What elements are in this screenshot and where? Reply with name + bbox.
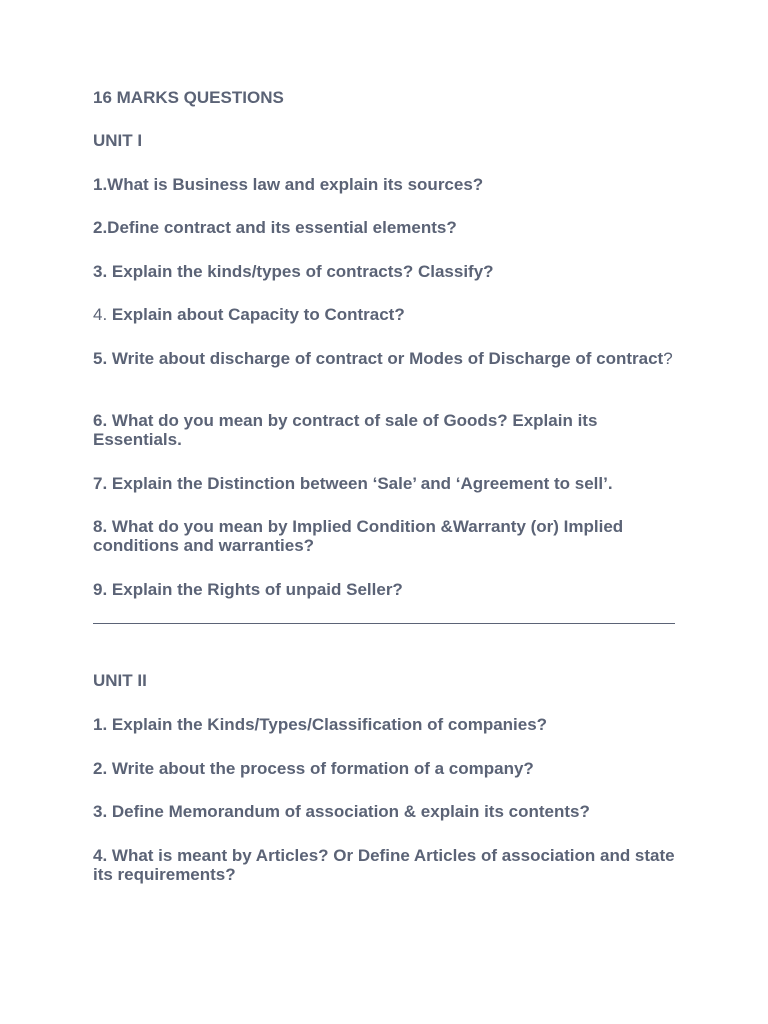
unit-2-question-3: 3. Define Memorandum of association & explain its contents? [93,802,590,821]
unit-1-question-3: 3. Explain the kinds/types of contracts? Classify? [93,262,494,281]
unit-1-question-6: 6. What do you mean by contract of sale of Goods? Explain its Essentials. [93,411,598,449]
unit-1-question-9: 9. Explain the Rights of unpaid Seller? [93,580,403,599]
unit-2-question-2: 2. Write about the process of formation of a company? [93,759,534,778]
unit-1-question-4 [93,305,683,324]
unit-2-question-4: 4. What is meant by Articles? Or Define Articles of association and state its requirements? [93,846,675,884]
question-text: 5. Write about discharge of contract or Modes of Discharge of contract [93,349,664,368]
unit-1-question-5 [93,349,683,368]
unit-1-question-1: 1.What is Business law and explain its sources? [93,175,484,194]
unit-1-question-8: 8. What do you mean by Implied Condition &Warranty (or) Implied conditions and warranties? [93,517,624,555]
question-text: Explain about Capacity to Contract? [111,305,405,324]
unit-2-title: UNIT II [93,671,147,690]
unit-1-question-2: 2.Define contract and its essential elements? [93,218,457,237]
page-heading: 16 MARKS QUESTIONS [93,88,284,107]
unit-2-question-1: 1. Explain the Kinds/Types/Classification of companies? [93,715,548,734]
section-divider [93,623,675,624]
unit-1-title: UNIT I [93,131,143,150]
question-number: 4. [93,305,108,324]
question-mark: ? [663,349,673,368]
unit-1-question-7: 7. Explain the Distinction between ‘Sale’ and ‘Agreement to sell’. [93,474,613,493]
